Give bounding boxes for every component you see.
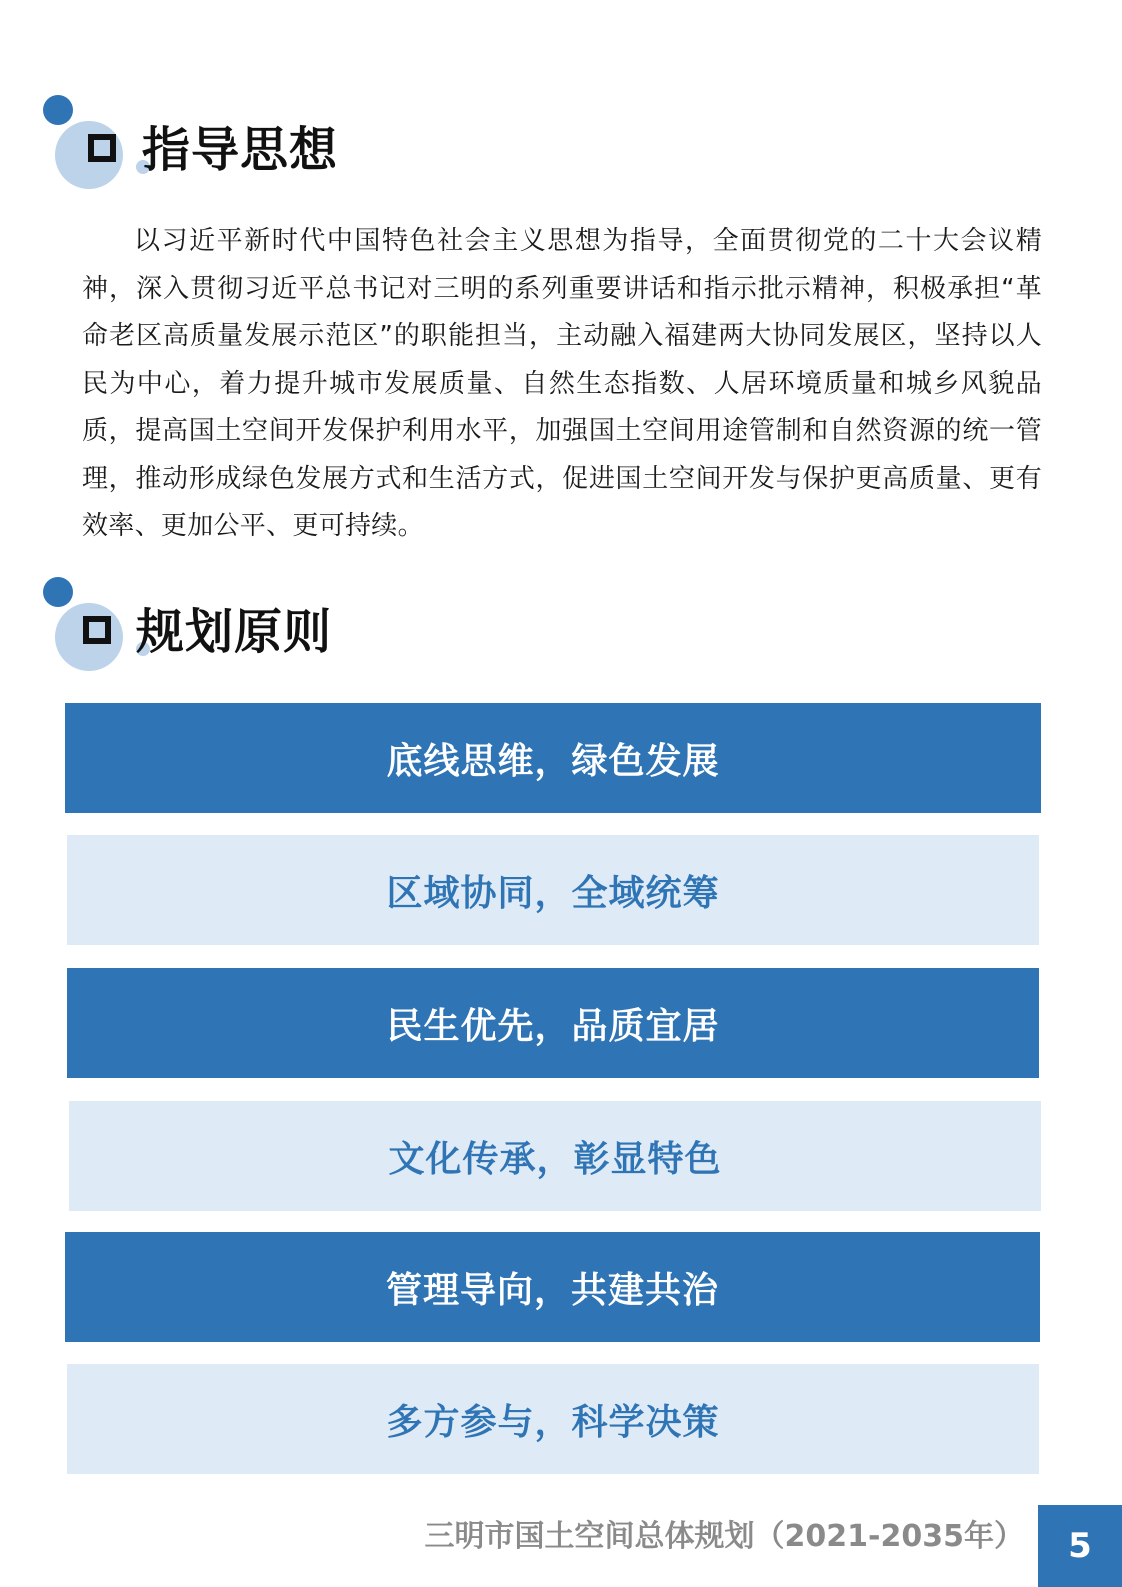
decor-dot-small [43,577,73,607]
principle-label: 管理导向，共建共治 [385,1269,719,1311]
principle-bar [65,1232,1040,1342]
principle-label: 民生优先，品质宜居 [386,1005,720,1047]
principle-label: 底线思维，绿色发展 [386,740,720,782]
footer-document-title: 三明市国土空间总体规划（2021-2035年） [424,1519,1024,1554]
section-title: 指导思想 [142,122,339,178]
page-number: 5 [1068,1526,1092,1566]
principle-label: 区域协同，全域统筹 [386,872,720,914]
section-heading-principles [0,572,1122,682]
section-title: 规划原则 [136,604,333,660]
principle-bar [67,968,1039,1078]
square-bullet-icon [83,616,111,644]
principle-label: 多方参与，科学决策 [386,1401,720,1443]
principle-label: 文化传承，彰显特色 [388,1138,722,1180]
principle-bar [65,703,1041,813]
principle-bar [67,835,1039,945]
square-bullet-icon [88,134,116,162]
section-heading-guiding-thought [0,90,1122,200]
decor-dot-small [43,95,73,125]
page-number-box [1038,1505,1122,1587]
principle-bar [67,1364,1039,1474]
guiding-thought-paragraph: 以习近平新时代中国特色社会主义思想为指导，全面贯彻党的二十大会议精神，深入贯彻习近平总书记对三明的系列重要讲话和指示批示精神，积极承担“革命老区高质量发展示范区”的职能担当，主动融入福建两大协同发展区，坚持以人民为中心，着力提升城市发展质量、自然生态指数、人居环境质量和城乡风貌品质，提高国土空间开发保护利用水平，加强国土空间用途管制和自然资源的统一管理，推动形成绿色发展方式和生活方式，促进国土空间开发与保护更高质量、更有效率、更加公平、更可持续。 [82,226,1042,541]
principle-bar [69,1101,1041,1211]
